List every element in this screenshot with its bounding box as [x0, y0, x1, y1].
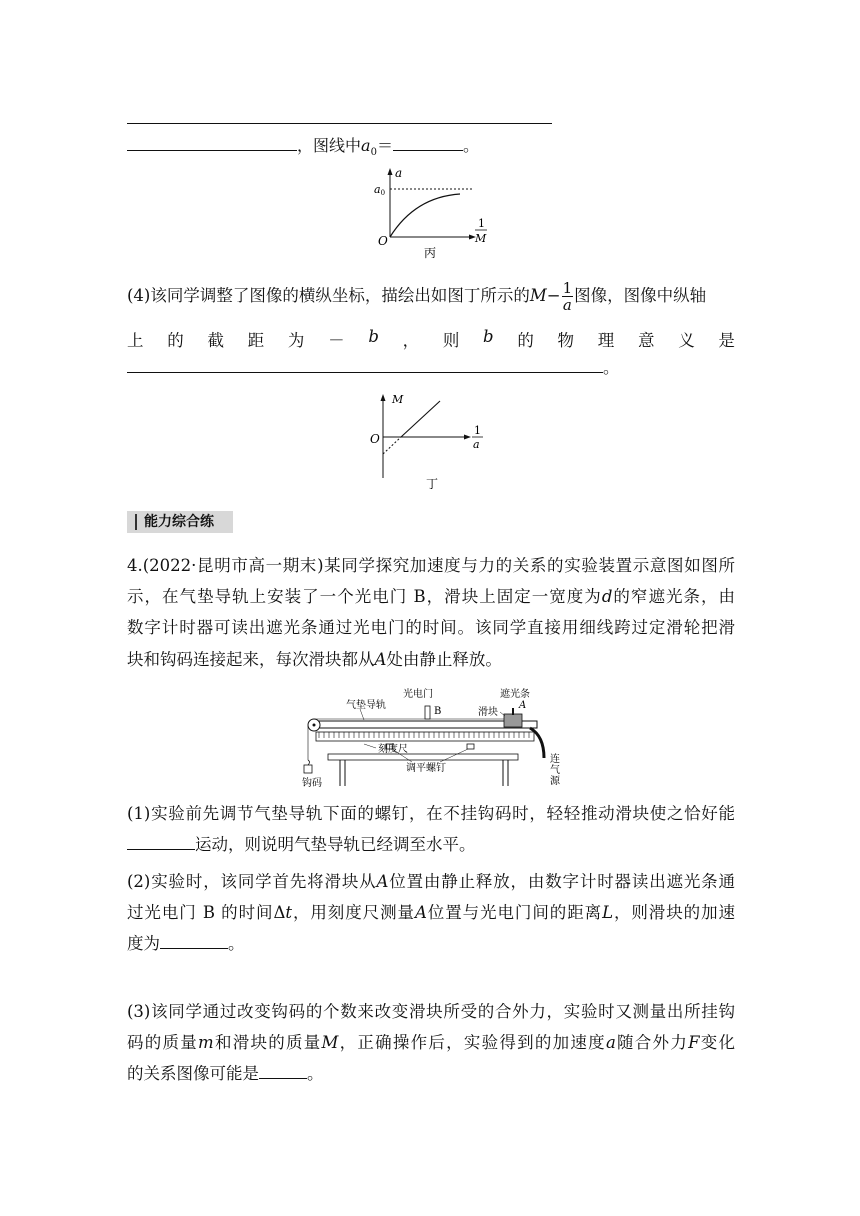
label-air-source-2: 气 — [550, 765, 560, 776]
text: 。 — [307, 1064, 324, 1084]
text: 度为 — [127, 934, 160, 954]
y-label: M — [392, 393, 404, 406]
graph-choice-blank[interactable] — [259, 1064, 307, 1079]
figure-bing — [360, 162, 500, 262]
q4-line-1 — [127, 279, 707, 314]
sub2-line-1 — [127, 866, 735, 897]
sub2-line-2 — [127, 897, 735, 928]
q4-char: 物 — [557, 331, 575, 350]
q4-char: 截 — [207, 331, 224, 350]
sub3-line-3 — [127, 1058, 735, 1089]
q4-char: b — [368, 327, 379, 346]
acceleration-blank[interactable] — [160, 934, 228, 949]
label-weight: 钩码 — [302, 778, 322, 789]
q4-char: － — [328, 331, 345, 350]
section-title: 能力综合练 — [144, 514, 214, 530]
weight — [304, 765, 312, 773]
y-arrow — [388, 168, 393, 175]
var-F: F — [688, 1033, 700, 1053]
text: 处由静止释放。 — [386, 649, 502, 669]
photogate — [425, 706, 430, 719]
sub1-line-2 — [127, 829, 735, 860]
x-num: 1 — [474, 424, 481, 437]
frac-den: a — [562, 296, 572, 314]
curve — [390, 194, 460, 237]
sub1-line-1 — [127, 798, 735, 829]
q4-text: (4)该同学调整了图像的横纵坐标，描绘出如图丁所示的 — [127, 286, 530, 305]
q4-char: 义 — [678, 331, 695, 350]
text: 码的质量 — [127, 1033, 199, 1053]
q4-char: 上 — [127, 331, 144, 350]
motion-blank[interactable] — [127, 835, 195, 850]
text: 随合外力 — [615, 1033, 689, 1053]
a0-blank[interactable] — [393, 136, 463, 151]
shading-strip — [512, 708, 514, 715]
var-a: a — [361, 136, 371, 155]
label-ruler: 刻度尺 — [378, 744, 408, 755]
var-t: t — [285, 903, 293, 923]
text: 数字计时器可读出遮光条通过光电门的时间。该同学直接用细线跨过定滑轮把滑 — [127, 618, 735, 638]
period: 。 — [603, 358, 620, 377]
p4-line-1 — [127, 550, 735, 581]
text: 过光电门 B 的时间Δ — [127, 903, 286, 923]
q4-char: 是 — [718, 331, 735, 350]
x-arrow — [464, 435, 471, 440]
text: 运动，则说明气垫导轨已经调至水平。 — [195, 835, 476, 855]
text: 的关系图像可能是 — [127, 1064, 259, 1084]
sub-question-3 — [127, 996, 735, 1090]
caption: 丙 — [424, 246, 437, 260]
text: 。 — [228, 934, 245, 954]
label-photogate: 光电门 — [403, 689, 433, 700]
label-a: A — [519, 700, 527, 711]
text: (3)该同学通过改变钩码的个数来改变滑块所受的合外力，实验时又测量出所挂钩 — [127, 1002, 735, 1021]
var-m: m — [198, 1033, 214, 1053]
label-air-source-1: 连 — [550, 754, 560, 765]
var-d: d — [601, 587, 613, 607]
hook — [308, 760, 310, 765]
a0-label: a0 — [374, 183, 386, 197]
air-track — [312, 721, 537, 728]
text: (2)实验时，该同学首先将滑块从 — [127, 872, 377, 891]
answer-line-1 — [127, 123, 552, 124]
text: 4.(2022·昆明市高一期末)某同学探究加速度与力的关系的实验装置示意图如图所 — [127, 556, 735, 575]
label-air-source-3: 源 — [550, 776, 560, 787]
var-L: L — [602, 903, 614, 923]
q4-line-2 — [127, 327, 735, 351]
sub2-line-3 — [127, 928, 735, 959]
var-a: a — [605, 1033, 616, 1053]
label-screws: 调平螺钉 — [406, 763, 446, 774]
sub3-line-2 — [127, 1027, 735, 1058]
q4-char: 距 — [247, 331, 265, 350]
frac-num: 1 — [562, 279, 573, 297]
y-label: a — [395, 166, 403, 180]
text: 块和钩码连接起来，每次滑块都从 — [127, 649, 375, 669]
p4-line-2 — [127, 581, 735, 612]
text: 示，在气垫导轨上安装了一个光电门 B，滑块上固定一宽度为 — [127, 587, 602, 607]
slider — [504, 714, 522, 727]
q4-char: ， — [402, 331, 420, 350]
q4-char: 意 — [637, 331, 655, 350]
var-A: A — [376, 872, 389, 891]
text: 变化 — [699, 1033, 736, 1053]
q4-char: 理 — [597, 331, 615, 350]
section-marker — [135, 514, 137, 530]
text: 位置由静止释放，由数字计时器读出遮光条通 — [388, 872, 736, 891]
line-solid — [401, 401, 440, 437]
text: ，正确操作后，实验得到的加速度 — [338, 1033, 606, 1053]
label-slider: 滑块 — [478, 707, 498, 718]
answer-line-2 — [127, 136, 479, 163]
text: (1)实验前先调节气垫导轨下面的螺钉，在不挂钩码时，轻轻推动滑块使之恰好能 — [127, 804, 735, 823]
text: 和滑块的质量 — [213, 1033, 322, 1053]
p4-line-4 — [127, 644, 735, 675]
label-gate-b: B — [434, 706, 442, 717]
q4-char: 则 — [442, 331, 460, 350]
origin-label: O — [370, 432, 380, 446]
var-M: M — [529, 286, 547, 305]
q4-char: 的 — [167, 331, 184, 350]
pulley-axle — [313, 724, 316, 727]
text: ，则滑块的加速 — [613, 903, 736, 923]
screw-right — [467, 744, 474, 749]
text: 位置与光电门间的距离 — [426, 903, 603, 923]
var-A: A — [414, 903, 427, 923]
q4-char: b — [483, 327, 494, 346]
subscript: 0 — [370, 147, 377, 159]
meaning-blank[interactable] — [127, 358, 603, 373]
ruler-pointer — [364, 744, 376, 748]
equals: ＝ — [376, 136, 393, 155]
x-den: M — [475, 232, 487, 245]
answer-blank[interactable] — [127, 136, 297, 151]
text: 的窄遮光条，由 — [612, 587, 736, 607]
sub3-line-1 — [127, 996, 735, 1027]
sub-question-2 — [127, 866, 735, 960]
origin-label: O — [378, 234, 388, 248]
p4-line-3 — [127, 612, 735, 643]
fraction-1-over-a — [562, 280, 574, 313]
section-header — [127, 511, 233, 533]
caption: 丁 — [426, 477, 439, 490]
q4-text-2: 图像，图像中纵轴 — [574, 286, 707, 305]
table-top — [328, 754, 518, 760]
q4-char: 为 — [287, 331, 305, 350]
q4-char: 的 — [517, 331, 534, 350]
period: 。 — [462, 136, 479, 155]
text: ，图线中 — [297, 136, 362, 155]
var-A: A — [374, 649, 387, 669]
x-num: 1 — [478, 217, 485, 230]
line-dashed — [383, 437, 401, 454]
problem4-intro — [127, 550, 735, 675]
sub-question-1 — [127, 798, 735, 860]
text: ，用刻度尺测量 — [292, 903, 415, 923]
y-arrow — [381, 394, 386, 401]
label-shade: 遮光条 — [500, 689, 530, 700]
label-air-track: 气垫导轨 — [346, 700, 386, 711]
figure-ding — [365, 390, 495, 490]
apparatus-diagram — [300, 686, 565, 792]
q4-line-3 — [127, 358, 619, 378]
x-den: a — [473, 438, 480, 451]
dash: − — [546, 286, 561, 305]
var-M: M — [321, 1033, 339, 1053]
